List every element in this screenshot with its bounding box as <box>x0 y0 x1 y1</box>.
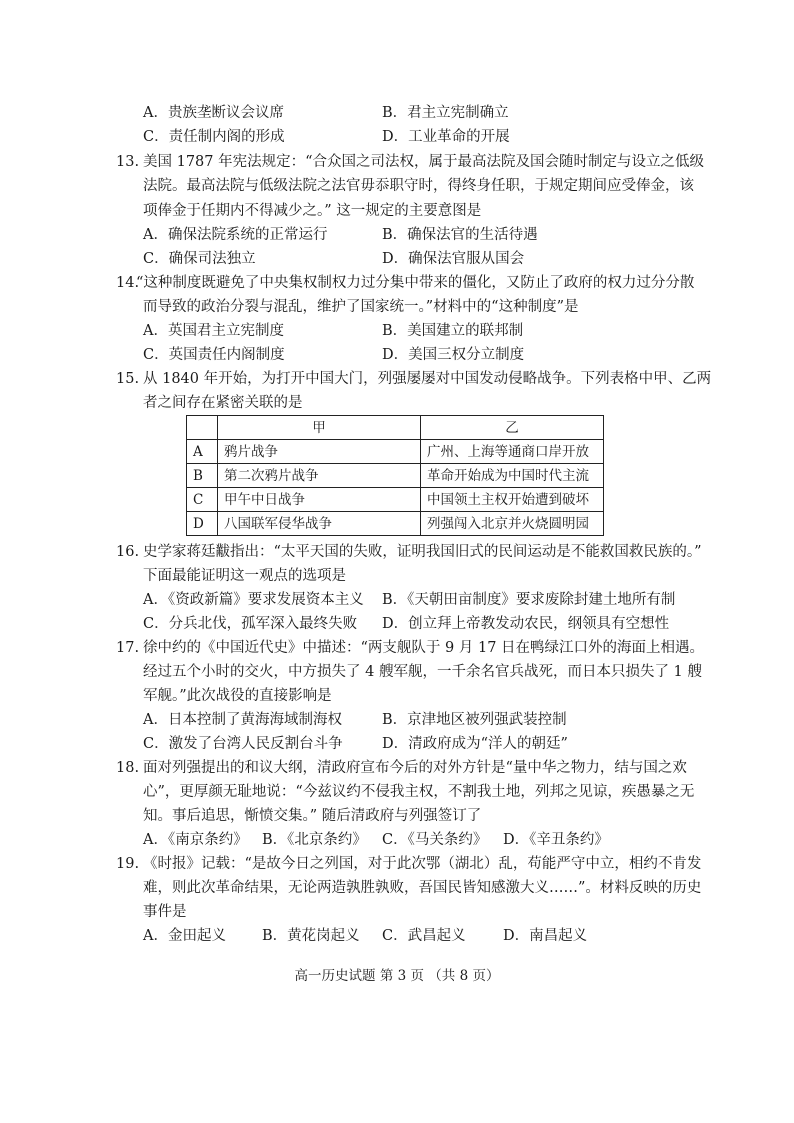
q13-stem-line: 法院。最高法院与低级法院之法官毋忝职守时，得终身任职，于规定期间应受俸金，该 <box>143 178 694 194</box>
q19-option-b: B．黄花岗起义 <box>262 928 360 944</box>
q19-stem-line: 事件是 <box>143 904 187 920</box>
q16-stem-line: 史学家蒋廷黻指出：“太平天国的失败，证明我国旧式的民间运动是不能救国救民族的。” <box>143 544 702 560</box>
q18-number: 18. <box>116 760 140 776</box>
q13-option-b: B．确保法官的生活待遇 <box>382 227 538 243</box>
q14-stem-line: “这种制度既避免了中央集权制权力过分集中带来的僵化，又防止了政府的权力过分分散 <box>136 275 695 291</box>
q19-number: 19. <box>116 856 140 872</box>
q15-stem-line: 者之间存在紧密关联的是 <box>143 395 303 411</box>
q15-number: 15. <box>116 371 140 387</box>
table-cell: C <box>187 488 218 512</box>
q18-option-d: D．《辛丑条约》 <box>503 832 609 848</box>
q13-number: 13. <box>116 154 140 170</box>
q17-stem-line: 徐中约的《中国近代史》中描述：“两支舰队于 9 月 17 日在鸭绿江口外的海面上相遇。 <box>143 640 705 656</box>
q17-stem-line: 军舰。”此次战役的直接影响是 <box>143 688 332 704</box>
q18-option-c: C．《马关条约》 <box>382 832 488 848</box>
q19-option-a: A．金田起义 <box>143 928 226 944</box>
q16-option-c: C．分兵北伐，孤军深入最终失败 <box>143 616 358 632</box>
q18-option-a: A．《南京条约》 <box>143 832 248 848</box>
q14-option-a: A．英国君主立宪制度 <box>143 323 284 339</box>
q12-option-d: D．工业革命的开展 <box>382 129 510 145</box>
table-cell: 八国联军侵华战争 <box>218 512 421 536</box>
q17-option-a: A．日本控制了黄海海域制海权 <box>143 712 342 728</box>
q13-option-d: D．确保法官服从国会 <box>382 251 525 267</box>
table-cell: A <box>187 440 218 464</box>
table-cell: 列强闯入北京并火烧圆明园 <box>421 512 604 536</box>
q19-stem-line: 《时报》记载：“是故今日之列国，对于此次鄂（湖北）乱，苟能严守中立，相约不肯发 <box>143 856 702 872</box>
q13-stem-line: 美国 1787 年宪法规定：“合众国之司法权，属于最高法院及国会随时制定与设立之低级 <box>143 154 705 170</box>
q13-option-a: A．确保法院系统的正常运行 <box>143 227 328 243</box>
q12-option-a: A．贵族垄断议会议席 <box>143 105 284 121</box>
table-header-cell: 乙 <box>421 416 604 440</box>
q17-option-d: D．清政府成为“洋人的朝廷” <box>382 736 568 752</box>
table-cell: 第二次鸦片战争 <box>218 464 421 488</box>
q14-stem-line: 而导致的政治分裂与混乱，维护了国家统一。”材料中的“这种制度”是 <box>143 299 579 315</box>
q16-option-a: A．《资政新篇》要求发展资本主义 <box>143 592 364 608</box>
q13-stem-line: 项俸金于任期内不得减少之。” 这一规定的主要意图是 <box>143 203 482 219</box>
table-cell: B <box>187 464 218 488</box>
table-cell: 鸦片战争 <box>218 440 421 464</box>
q14-option-d: D．美国三权分立制度 <box>382 347 525 363</box>
q18-option-b: B．《北京条约》 <box>262 832 367 848</box>
table-header-cell: 甲 <box>218 416 421 440</box>
q15-table <box>186 415 604 536</box>
table-cell: 中国领土主权开始遭到破坏 <box>421 488 604 512</box>
table-row <box>187 464 604 488</box>
q17-stem-line: 经过五个小时的交火，中方损失了 4 艘军舰，一千余名官兵战死，而日本只损失了 1 艘 <box>143 664 702 680</box>
table-row <box>187 488 604 512</box>
q14-option-c: C．英国责任内阁制度 <box>143 347 285 363</box>
q16-option-d: D．创立拜上帝教发动农民，纲领具有空想性 <box>382 616 670 632</box>
q16-stem-line: 下面最能证明这一观点的选项是 <box>143 568 346 584</box>
q17-option-b: B．京津地区被列强武装控制 <box>382 712 567 728</box>
q12-option-c: C．责任制内阁的形成 <box>143 129 285 145</box>
table-cell: D <box>187 512 218 536</box>
q18-stem-line: 心”，更厚颜无耻地说：“今兹议约不侵我主权，不割我土地，列邦之见谅，疾愚暴之无 <box>143 784 695 800</box>
table-header-row <box>187 416 604 440</box>
q19-option-d: D．南昌起义 <box>503 928 588 944</box>
table-header-cell <box>187 416 218 440</box>
q15-stem-line: 从 1840 年开始，为打开中国大门，列强屡屡对中国发动侵略战争。下列表格中甲、乙两 <box>143 371 712 387</box>
table-cell: 广州、上海等通商口岸开放 <box>421 440 604 464</box>
q18-stem-line: 知。事后追思，惭愤交集。” 随后清政府与列强签订了 <box>143 808 482 824</box>
q13-option-c: C．确保司法独立 <box>143 251 256 267</box>
table-cell: 甲午中日战争 <box>218 488 421 512</box>
table-row <box>187 512 604 536</box>
q12-option-b: B．君主立宪制确立 <box>382 105 509 121</box>
q14-option-b: B．美国建立的联邦制 <box>382 323 524 339</box>
q18-stem-line: 面对列强提出的和议大纲，清政府宣布今后的对外方针是“量中华之物力，结与国之欢 <box>143 760 687 776</box>
q16-number: 16. <box>116 544 140 560</box>
q14-number: 14. <box>116 275 140 291</box>
table-row <box>187 440 604 464</box>
q19-option-c: C．武昌起义 <box>382 928 466 944</box>
q17-option-c: C．激发了台湾人民反割台斗争 <box>143 736 343 752</box>
page-footer: 高一历史试题 第 3 页 （共 8 页） <box>294 968 500 984</box>
q17-number: 17. <box>116 640 140 656</box>
table-cell: 革命开始成为中国时代主流 <box>421 464 604 488</box>
q16-option-b: B．《天朝田亩制度》要求废除封建土地所有制 <box>382 592 676 608</box>
q19-stem-line: 难，则此次革命结果，无论两造孰胜孰败，吾国民皆知感激大义……”。材料反映的历史 <box>143 880 702 896</box>
